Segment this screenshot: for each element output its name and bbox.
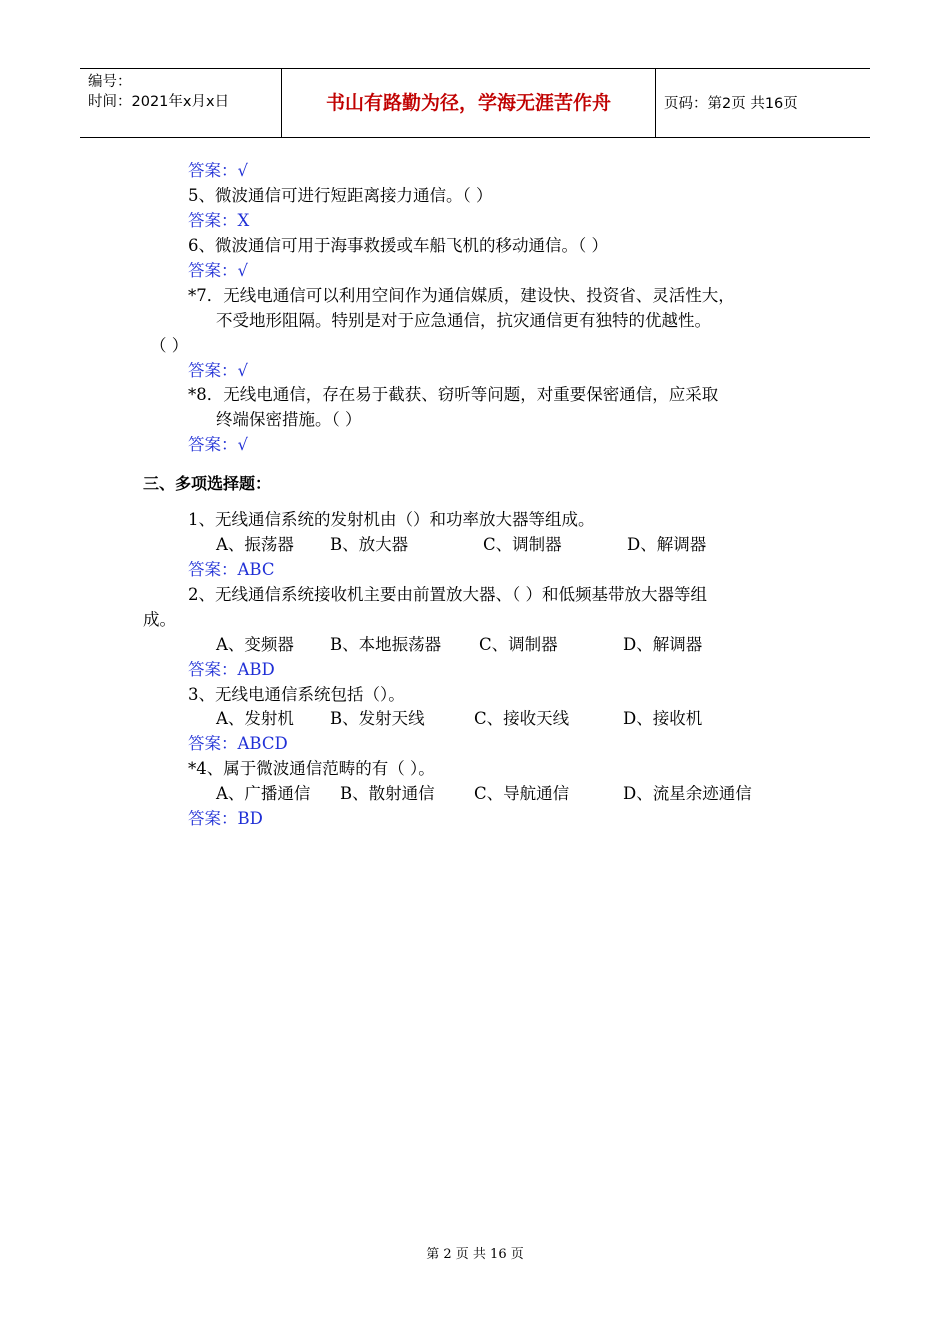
option: A、发射机 [216,709,294,728]
answer-line: 答案：ABD [188,660,275,679]
header-date-label: 时间：2021年x月x日 [88,94,230,110]
option: C、调制器 [483,535,562,554]
option: A、广播通信 [216,784,311,803]
question-line: 成。 [143,610,176,629]
answer-line: 答案：X [188,211,250,230]
option: A、振荡器 [216,535,294,554]
option: D、解调器 [623,635,703,654]
answer-line: 答案：√ [188,261,249,280]
answer-line: 答案：√ [188,361,249,380]
option: C、导航通信 [474,784,570,803]
option: A、变频器 [216,635,294,654]
option: B、本地振荡器 [330,635,442,654]
question-line: 不受地形阻隔。特别是对于应急通信，抗灾通信更有独特的优越性。 [216,311,711,330]
answer-line: 答案：BD [188,809,263,828]
option: B、发射天线 [330,709,425,728]
question-line: *8．无线电通信，存在易于截获、窃听等问题，对重要保密通信，应采取 [188,385,719,404]
header-number-label: 编号： [88,74,132,90]
answer-line: 答案：ABC [188,560,275,579]
question-line: 终端保密措施。（ ） [216,410,362,429]
question-line: 5、微波通信可进行短距离接力通信。（ ） [188,186,493,205]
header-motto: 书山有路勤为径，学海无涯苦作舟 [325,92,611,114]
answer-line: 答案：√ [188,435,249,454]
option: B、放大器 [330,535,409,554]
question-line: 6、微波通信可用于海事救援或车船飞机的移动通信。（ ） [188,236,608,255]
option: B、散射通信 [340,784,435,803]
option: D、接收机 [623,709,703,728]
question-line: *4、属于微波通信范畴的有（ ）。 [188,759,435,778]
header-meta [88,72,229,112]
question-line: 2、无线通信系统接收机主要由前置放大器、（ ）和低频基带放大器等组 [188,585,707,604]
question-line: 1、无线通信系统的发射机由（）和功率放大器等组成。 [188,510,595,529]
option: C、调制器 [479,635,558,654]
section-title: 三、多项选择题： [143,474,272,493]
header-divider [655,69,656,137]
question-line: *7．无线电通信可以利用空间作为通信媒质，建设快、投资省、灵活性大， [188,286,735,305]
option: D、解调器 [627,535,707,554]
option: D、流星余迹通信 [623,784,752,803]
page-footer: 第 2 页 共 16 页 [426,1247,524,1262]
answer-line: 答案：ABCD [188,734,288,753]
question-line: 3、无线电通信系统包括（）。 [188,685,405,704]
page-header [80,68,870,138]
header-page-label: 页码：第2页 共16页 [664,96,798,112]
answer-line: 答案：√ [188,161,249,180]
question-line: （ ） [150,336,189,355]
option: C、接收天线 [474,709,570,728]
